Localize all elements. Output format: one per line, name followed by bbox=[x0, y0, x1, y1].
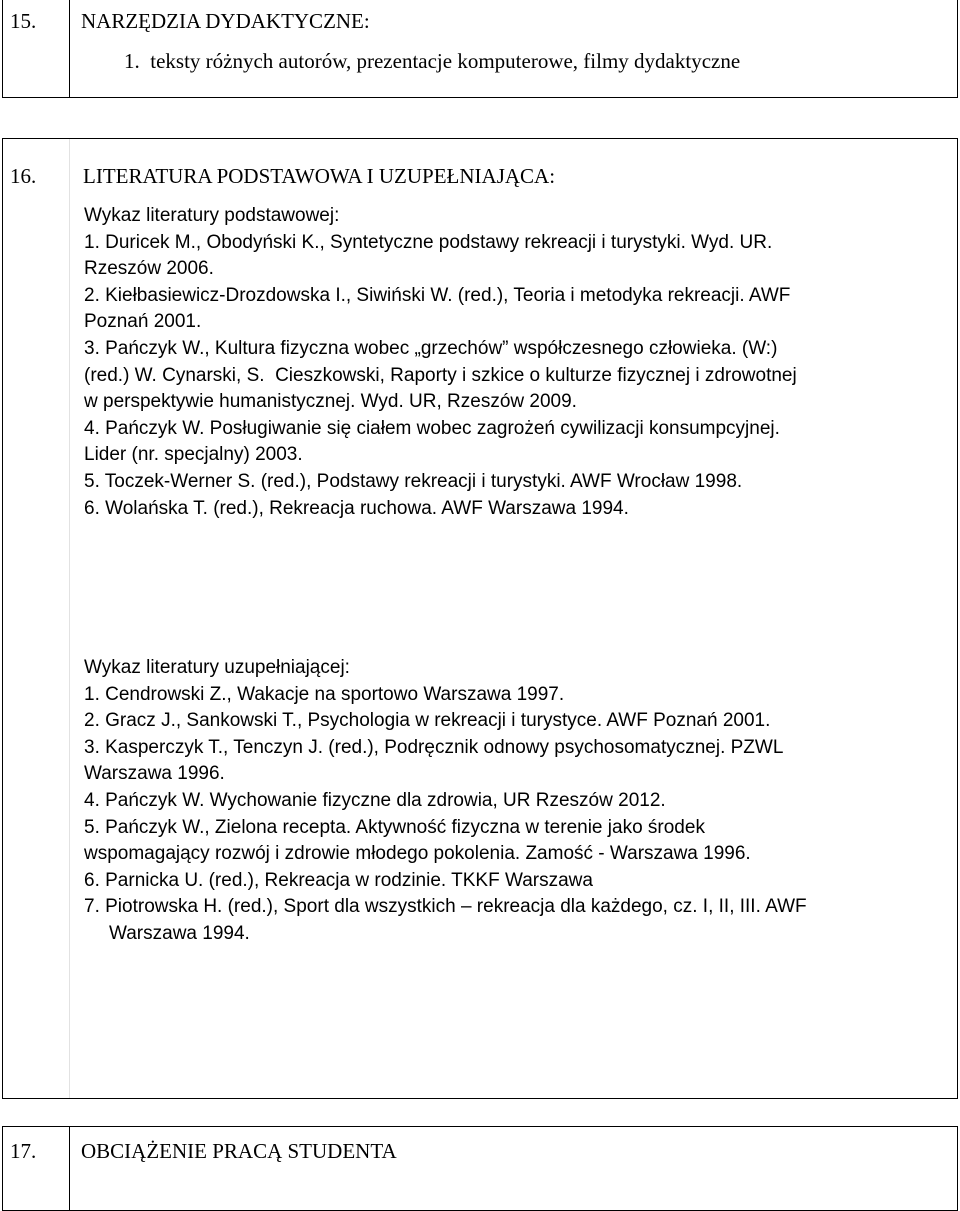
section-15-title: NARZĘDZIA DYDAKTYCZNE: bbox=[81, 9, 370, 33]
list-item: Warszawa 1996. bbox=[84, 763, 225, 785]
list-item: 1. Duricek M., Obodyński K., Syntetyczne podstawy rekreacji i turystyki. Wyd. UR. bbox=[84, 231, 773, 253]
list-item: 4. Pańczyk W. Wychowanie fizyczne dla zdrowia, UR Rzeszów 2012. bbox=[84, 790, 666, 811]
basic-literature-heading: Wykaz literatury podstawowej: bbox=[84, 205, 340, 226]
section-15-box bbox=[2, 0, 958, 98]
list-item: 5. Pańczyk W., Zielona recepta. Aktywność fizyczna w terenie jako środek bbox=[84, 816, 705, 838]
list-item: 4. Pańczyk W. Posługiwanie się ciałem wobec zagrożeń cywilizacji konsumpcyjnej. bbox=[84, 417, 780, 439]
section-17-box bbox=[2, 1126, 958, 1211]
section-16-number: 16. bbox=[10, 164, 37, 188]
section-number-divider bbox=[69, 1127, 70, 1210]
list-item-continuation: Warszawa 1994. bbox=[109, 923, 250, 944]
section-17-number: 17. bbox=[10, 1139, 37, 1163]
list-item: Lider (nr. specjalny) 2003. bbox=[84, 444, 303, 466]
section-16-title: LITERATURA PODSTAWOWA I UZUPEŁNIAJĄCA: bbox=[83, 164, 556, 188]
list-item: 5. Toczek-Werner S. (red.), Podstawy rekreacji i turystyki. AWF Wrocław 1998. bbox=[84, 471, 743, 492]
list-item: 1. Cendrowski Z., Wakacje na sportowo Warszawa 1997. bbox=[84, 683, 565, 705]
list-item: 2. Kiełbasiewicz-Drozdowska I., Siwiński W. (red.), Teoria i metodyka rekreacji. AWF bbox=[84, 284, 791, 306]
section-15-number: 15. bbox=[10, 9, 37, 33]
list-item: 3. Kasperczyk T., Tenczyn J. (red.), Podręcznik odnowy psychosomatycznej. PZWL bbox=[84, 736, 784, 758]
section-15-item: 1. teksty różnych autorów, prezentacje komputerowe, filmy dydaktyczne bbox=[124, 49, 741, 73]
list-item: (red.) W. Cynarski, S. Cieszkowski, Raporty i szkice o kulturze fizycznej i zdrowotnej bbox=[84, 364, 797, 386]
list-item: wspomagający rozwój i zdrowie młodego pokolenia. Zamość - Warszawa 1996. bbox=[84, 843, 751, 865]
section-17-title: OBCIĄŻENIE PRACĄ STUDENTA bbox=[81, 1139, 397, 1163]
list-item: 6. Parnicka U. (red.), Rekreacja w rodzinie. TKKF Warszawa bbox=[84, 869, 593, 891]
list-item: w perspektywie humanistycznej. Wyd. UR, Rzeszów 2009. bbox=[84, 391, 577, 413]
list-item: 3. Pańczyk W., Kultura fizyczna wobec „grzechów” współczesnego człowieka. (W:) bbox=[84, 338, 778, 359]
list-item: Rzeszów 2006. bbox=[84, 258, 214, 280]
list-item: 2. Gracz J., Sankowski T., Psychologia w rekreacji i turystyce. AWF Poznań 2001. bbox=[84, 710, 771, 732]
section-16-box bbox=[2, 138, 958, 1099]
list-item: 7. Piotrowska H. (red.), Sport dla wszystkich – rekreacja dla każdego, cz. I, II, III. AWF bbox=[84, 896, 807, 918]
supplementary-literature-heading: Wykaz literatury uzupełniającej: bbox=[84, 657, 350, 678]
list-item: 6. Wolańska T. (red.), Rekreacja ruchowa. AWF Warszawa 1994. bbox=[84, 497, 629, 519]
section-number-divider bbox=[69, 139, 70, 1098]
section-number-divider bbox=[69, 0, 70, 97]
list-item: Poznań 2001. bbox=[84, 311, 202, 333]
